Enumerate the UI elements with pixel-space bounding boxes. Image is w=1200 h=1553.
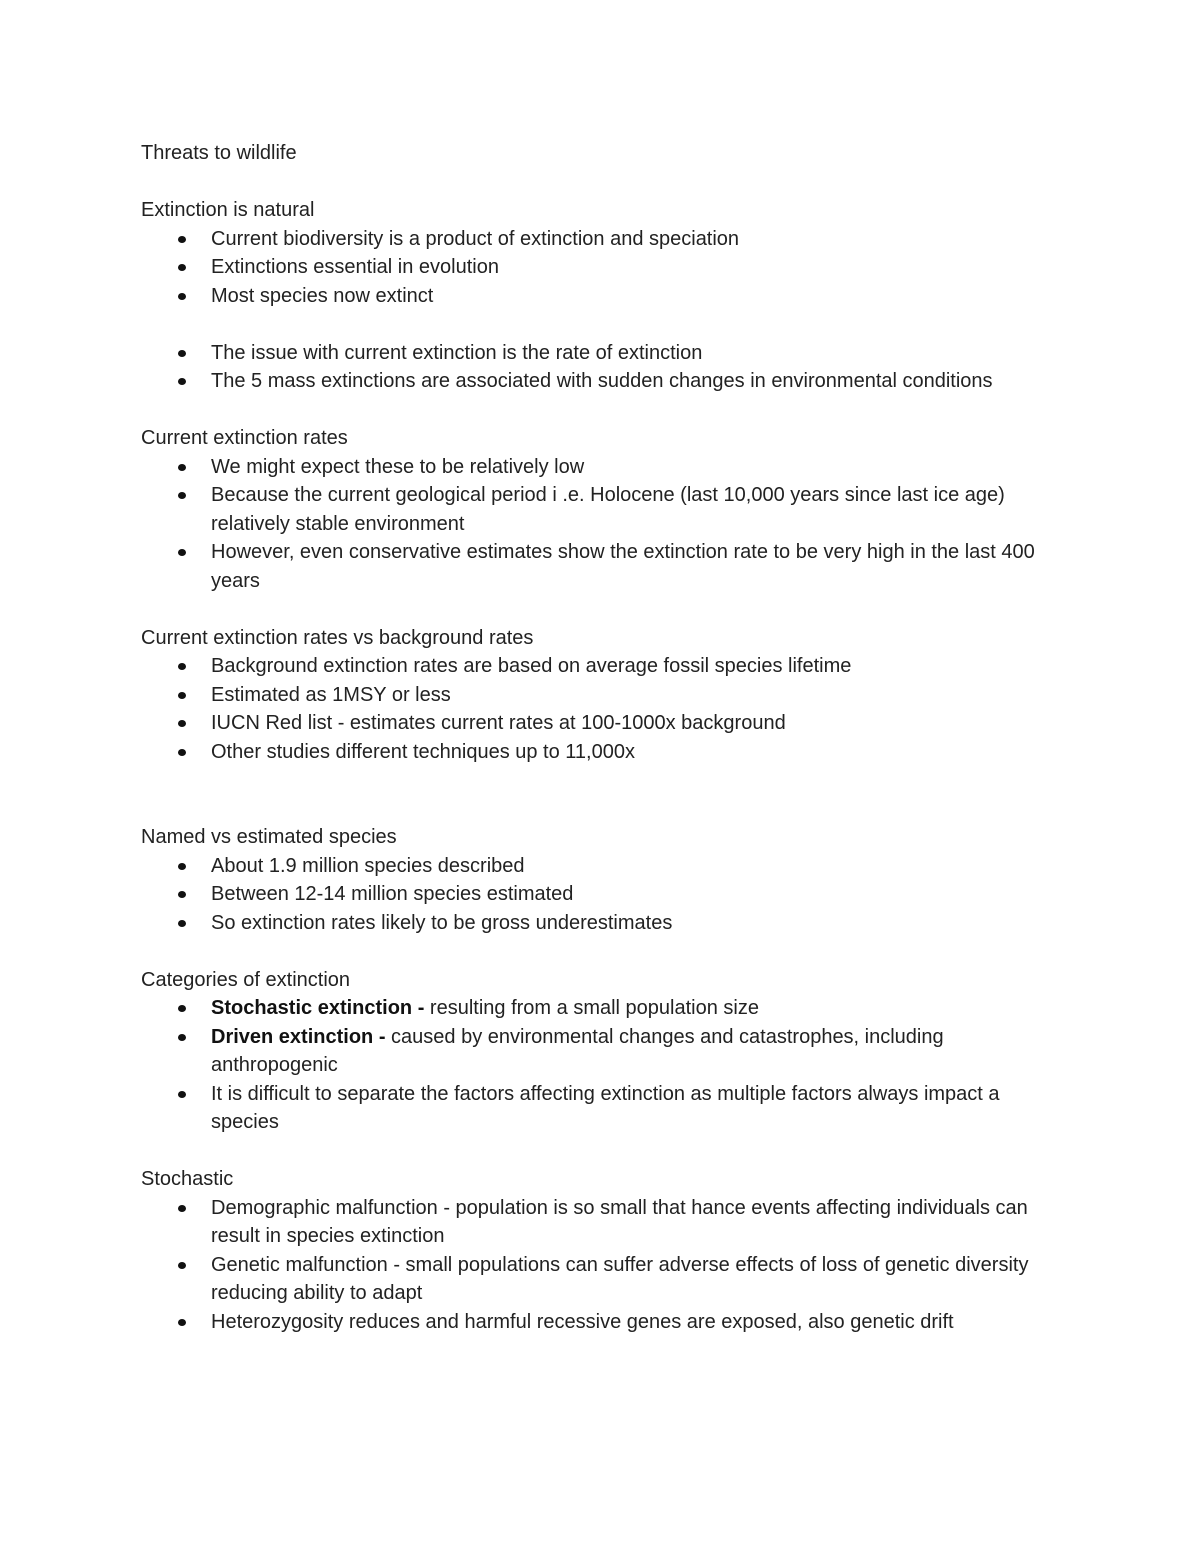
section-stochastic [141,1165,1071,1336]
bullet-icon [178,1091,186,1098]
bullet-icon [178,1319,186,1326]
list-item [211,367,1071,396]
list-item-text: Current biodiversity is a product of extinction and speciation [211,227,740,250]
section-categories-of-extinction [141,966,1071,1137]
list-item-text: Between 12-14 million species estimated [211,883,574,905]
list-item [211,1080,1071,1137]
list-item [211,481,1071,538]
list-item [211,909,1071,938]
section-current-extinction-rates [141,424,1071,595]
list-item-text: It is difficult to separate the factors affecting extinction as multiple factors always impact a species [211,1082,1000,1133]
section-heading: Current extinction rates [141,427,348,449]
bullet-icon [178,492,186,499]
list-item [211,339,1071,368]
bullet-icon [178,350,186,357]
bullet-icon [178,863,186,870]
list-item-text: resulting from a small population size [424,997,759,1019]
list-item-text: Estimated as 1MSY or less [211,683,451,706]
list-item [211,1308,1071,1337]
bullet-icon [178,236,186,243]
bullet-list [141,652,1071,766]
section-heading: Categories of extinction [141,968,351,991]
bullet-icon [178,663,186,670]
list-item-text: We might expect these to be relatively low [211,455,585,478]
list-item [211,738,1071,767]
list-item [211,709,1071,738]
list-item-text: Other studies different techniques up to 11,000x [211,740,635,763]
bullet-icon [178,549,186,556]
bullet-list [141,852,1071,938]
section-heading: Current extinction rates vs background rates [141,626,534,649]
list-item-text: Demographic malfunction - population is so small that hance events affecting individuals can result in species extinction [211,1196,1028,1247]
list-item-text: The issue with current extinction is the rate of extinction [211,341,703,364]
list-item-text: Because the current geological period i .e. Holocene (last 10,000 years since last ice age) relatively stable environment [211,484,1005,535]
list-item-text: Heterozygosity reduces and harmful recessive genes are exposed, also genetic drift [211,1310,954,1333]
section-rates-vs-background [141,624,1071,767]
bullet-list [141,994,1071,1137]
bullet-icon [178,749,186,756]
list-item [211,681,1071,710]
bullet-icon [178,264,186,271]
list-item-text: Genetic malfunction - small populations can suffer adverse effects of loss of genetic diversity reducing ability to adapt [211,1253,1029,1304]
list-item [211,852,1071,881]
list-item-text: About 1.9 million species described [211,854,525,877]
bullet-list [141,453,1071,596]
bullet-icon [178,891,186,898]
list-item [211,253,1071,282]
list-item [211,1023,1071,1080]
document-body [141,139,1071,1365]
section-heading: Named vs estimated species [141,826,397,848]
bullet-icon [178,920,186,927]
document-title: Threats to wildlife [141,142,297,164]
bullet-icon [178,378,186,385]
list-item-text: The 5 mass extinctions are associated with sudden changes in environmental conditions [211,370,993,392]
list-item-text: Background extinction rates are based on average fossil species lifetime [211,655,852,677]
list-item-text: So extinction rates likely to be gross underestimates [211,911,673,934]
bullet-icon [178,692,186,699]
list-item-text: IUCN Red list - estimates current rates at 100-1000x background [211,712,786,734]
bullet-icon [178,293,186,300]
list-item [211,453,1071,482]
bullet-list [141,1194,1071,1337]
list-item [211,225,1071,254]
bullet-icon [178,720,186,727]
bullet-icon [178,1205,186,1212]
list-item [211,538,1071,595]
section-heading: Extinction is natural [141,199,315,221]
bullet-icon [178,1034,186,1041]
section-named-vs-estimated [141,823,1071,937]
list-item [211,1194,1071,1251]
list-item [211,652,1071,681]
bullet-icon [178,1005,186,1012]
bullet-icon [178,464,186,471]
list-item [211,994,1071,1023]
list-item-text: Extinctions essential in evolution [211,256,499,278]
section-heading: Stochastic [141,1168,234,1190]
list-item [211,282,1071,311]
section-extinction-is-natural [141,196,1071,396]
list-item [211,1251,1071,1308]
list-item [211,880,1071,909]
list-item-text: caused by environmental changes and catastrophes, including anthropogenic [211,1025,944,1076]
bullet-list [141,225,1071,396]
list-item-text: However, even conservative estimates show the extinction rate to be very high in the last 400 years [211,541,1035,592]
term-label: Stochastic extinction - [211,997,425,1019]
term-label: Driven extinction - [211,1025,386,1048]
list-item-text: Most species now extinct [211,284,434,307]
bullet-icon [178,1262,186,1269]
